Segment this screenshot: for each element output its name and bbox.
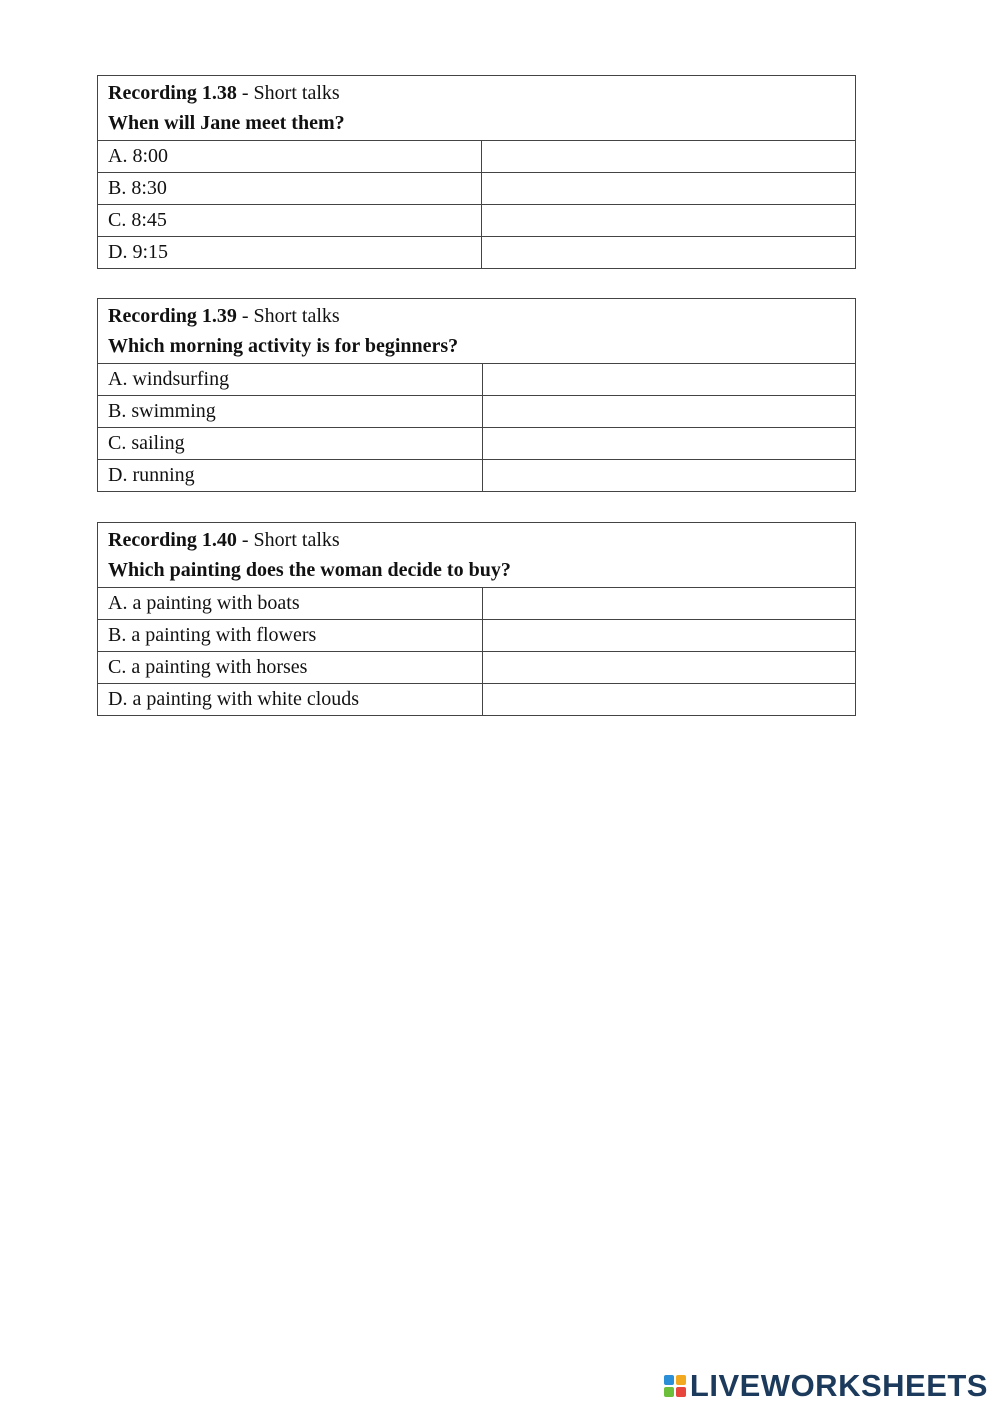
answer-cell[interactable] xyxy=(482,620,856,652)
option-label: A. a painting with boats xyxy=(98,588,483,620)
option-label: D. a painting with white clouds xyxy=(98,684,483,716)
option-row xyxy=(98,173,856,205)
option-row xyxy=(98,460,856,492)
option-row xyxy=(98,684,856,716)
option-label: C. a painting with horses xyxy=(98,652,483,684)
table-header-row xyxy=(98,523,856,588)
option-row xyxy=(98,141,856,173)
answer-cell[interactable] xyxy=(482,588,856,620)
answer-cell[interactable] xyxy=(482,141,856,173)
option-label: C. sailing xyxy=(98,428,483,460)
answer-cell[interactable] xyxy=(482,205,856,237)
option-label: D. running xyxy=(98,460,483,492)
table-header xyxy=(98,523,856,588)
brand-name: LIVEWORKSHEETS xyxy=(689,1368,988,1403)
answer-cell[interactable] xyxy=(482,173,856,205)
recording-label: Recording 1.40 xyxy=(108,529,237,551)
option-row xyxy=(98,396,856,428)
question-text: When will Jane meet them? xyxy=(108,112,345,134)
liveworksheets-brand xyxy=(664,1368,988,1404)
option-label: A. 8:00 xyxy=(98,141,482,173)
option-label: B. a painting with flowers xyxy=(98,620,483,652)
question-table-2 xyxy=(97,298,856,492)
logo-square-br xyxy=(676,1387,686,1397)
table-header xyxy=(98,299,856,364)
option-row xyxy=(98,237,856,269)
option-label: B. swimming xyxy=(98,396,483,428)
question-table-1 xyxy=(97,75,856,269)
answer-cell[interactable] xyxy=(482,652,856,684)
option-label: B. 8:30 xyxy=(98,173,482,205)
recording-label: Recording 1.39 xyxy=(108,305,237,327)
recording-label: Recording 1.38 xyxy=(108,82,237,104)
recording-suffix: - Short talks xyxy=(236,529,340,551)
option-label: D. 9:15 xyxy=(98,237,482,269)
answer-cell[interactable] xyxy=(482,237,856,269)
option-row xyxy=(98,652,856,684)
liveworksheets-logo-icon xyxy=(664,1375,686,1397)
option-row xyxy=(98,428,856,460)
recording-title xyxy=(108,78,845,108)
question-text: Which morning activity is for beginners? xyxy=(108,335,459,357)
recording-title xyxy=(108,525,845,555)
answer-cell[interactable] xyxy=(482,428,856,460)
recording-suffix: - Short talks xyxy=(236,305,340,327)
logo-square-tl xyxy=(664,1375,674,1385)
answer-cell[interactable] xyxy=(482,364,856,396)
recording-title xyxy=(108,301,845,331)
option-row xyxy=(98,588,856,620)
table-header xyxy=(98,76,856,141)
option-label: C. 8:45 xyxy=(98,205,482,237)
question-table-3 xyxy=(97,522,856,716)
recording-suffix: - Short talks xyxy=(236,82,340,104)
option-row xyxy=(98,620,856,652)
answer-cell[interactable] xyxy=(482,684,856,716)
question-text: Which painting does the woman decide to buy? xyxy=(108,559,511,581)
answer-cell[interactable] xyxy=(482,396,856,428)
table-header-row xyxy=(98,299,856,364)
logo-square-bl xyxy=(664,1387,674,1397)
answer-cell[interactable] xyxy=(482,460,856,492)
option-label: A. windsurfing xyxy=(98,364,483,396)
logo-square-tr xyxy=(676,1375,686,1385)
table-header-row xyxy=(98,76,856,141)
option-row xyxy=(98,205,856,237)
option-row xyxy=(98,364,856,396)
